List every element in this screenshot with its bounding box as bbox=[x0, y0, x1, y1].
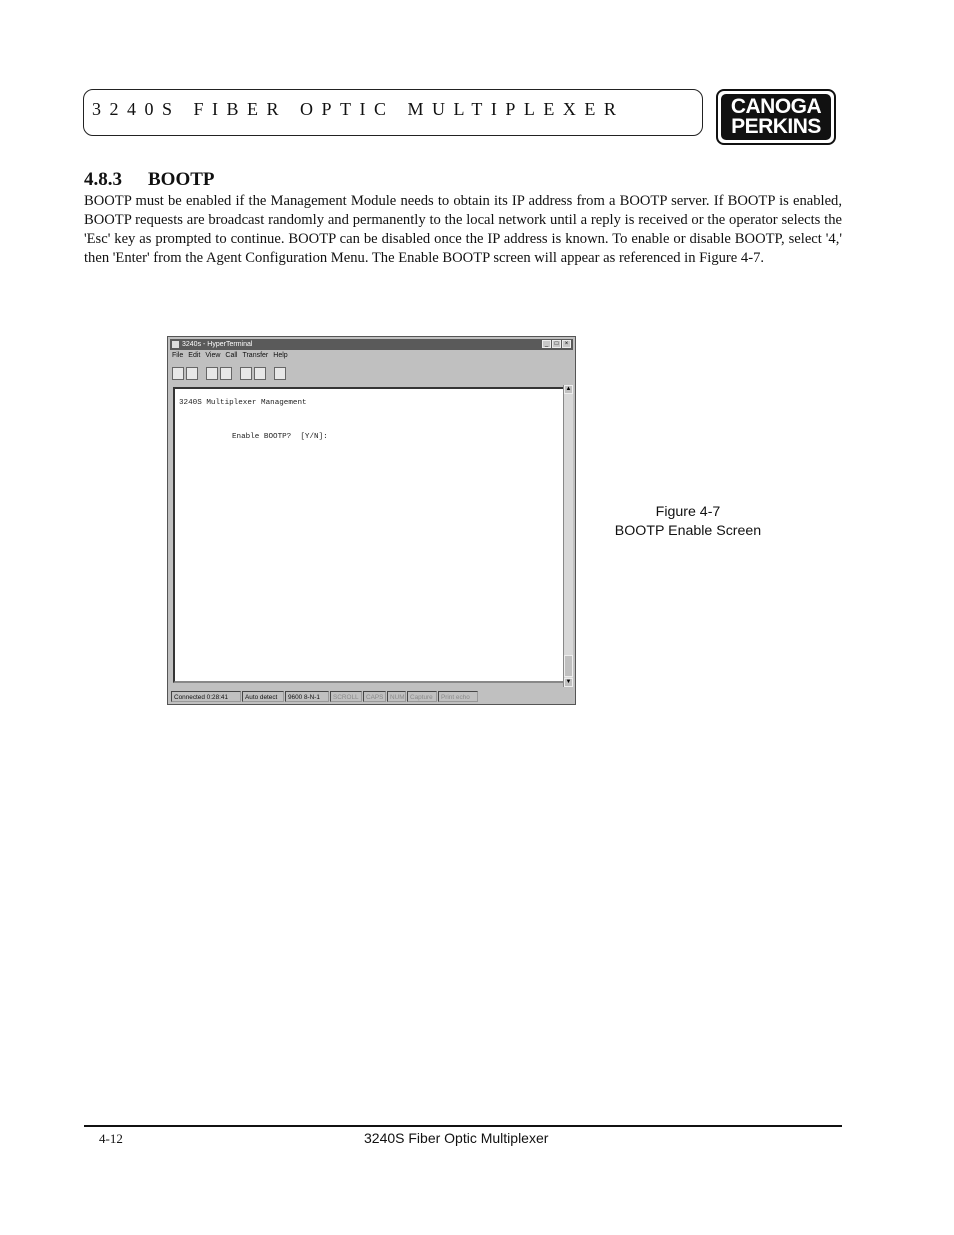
vertical-scrollbar bbox=[563, 385, 573, 687]
window-title: 3240s - HyperTerminal bbox=[182, 341, 253, 348]
maximize-icon: □ bbox=[552, 340, 561, 348]
scroll-thumb bbox=[564, 655, 573, 677]
menu-edit: Edit bbox=[188, 352, 201, 359]
hyperterminal-screenshot bbox=[167, 336, 576, 705]
footer-rule bbox=[84, 1125, 842, 1127]
body-paragraph: BOOTP must be enabled if the Management Module needs to obtain its IP address from a BOOTP server. If BOOTP is enabled, BOOTP requests are broadcast randomly and permanently to the local network until a reply is received or the operator selects the 'Esc' key as prompted to continue. BOOTP can be disabled once the IP address is known. To enable or disable BOOTP, select '4,' then 'Enter' from the Agent Configuration Menu. The Enable BOOTP screen will appear as referenced in Figure 4-7. bbox=[84, 193, 842, 266]
logo-line-1: CANOGA bbox=[730, 95, 822, 118]
menu-help: Help bbox=[273, 352, 288, 359]
scroll-up-icon: ▲ bbox=[565, 386, 572, 392]
properties-icon bbox=[274, 367, 286, 380]
section-title: BOOTP bbox=[148, 169, 215, 190]
figure-caption bbox=[590, 503, 786, 541]
menu-view: View bbox=[205, 352, 221, 359]
figure-number: Figure 4-7 bbox=[655, 504, 721, 520]
status-connected: Connected 0:28:41 bbox=[171, 691, 241, 702]
status-bar bbox=[171, 691, 572, 702]
logo-line-2: PERKINS bbox=[731, 115, 821, 138]
footer-title: 3240S Fiber Optic Multiplexer bbox=[364, 1130, 549, 1146]
send-icon bbox=[240, 367, 252, 380]
disconnect-icon bbox=[220, 367, 232, 380]
figure-title: BOOTP Enable Screen bbox=[614, 523, 762, 539]
scroll-down-icon: ▼ bbox=[565, 679, 572, 685]
connect-icon bbox=[206, 367, 218, 380]
status-caps: CAPS bbox=[363, 691, 386, 702]
receive-icon bbox=[254, 367, 266, 380]
status-num: NUM bbox=[387, 691, 406, 702]
status-capture: Capture bbox=[407, 691, 437, 702]
minimize-icon: _ bbox=[542, 340, 551, 348]
menu-bar bbox=[172, 352, 288, 362]
status-detect: Auto detect bbox=[242, 691, 284, 702]
status-scroll: SCROLL bbox=[330, 691, 362, 702]
terminal-prompt: Enable BOOTP? [Y/N]: bbox=[232, 433, 328, 441]
app-icon bbox=[172, 341, 179, 348]
page-number: 4-12 bbox=[99, 1131, 123, 1146]
menu-transfer: Transfer bbox=[242, 352, 269, 359]
open-icon bbox=[186, 367, 198, 380]
section-heading bbox=[84, 169, 215, 191]
header-title: 3240S FIBER OPTIC MULTIPLEXER bbox=[92, 99, 625, 119]
menu-call: Call bbox=[225, 352, 238, 359]
terminal-heading: 3240S Multiplexer Management bbox=[179, 399, 307, 407]
company-logo bbox=[716, 89, 836, 145]
section-number: 4.8.3 bbox=[84, 169, 122, 190]
status-print-echo: Print echo bbox=[438, 691, 478, 702]
status-baud: 9600 8-N-1 bbox=[285, 691, 329, 702]
terminal-area bbox=[173, 387, 565, 683]
new-icon bbox=[172, 367, 184, 380]
close-icon: × bbox=[562, 340, 571, 348]
window-titlebar bbox=[170, 339, 573, 350]
menu-file: File bbox=[172, 352, 184, 359]
toolbar bbox=[172, 367, 286, 383]
